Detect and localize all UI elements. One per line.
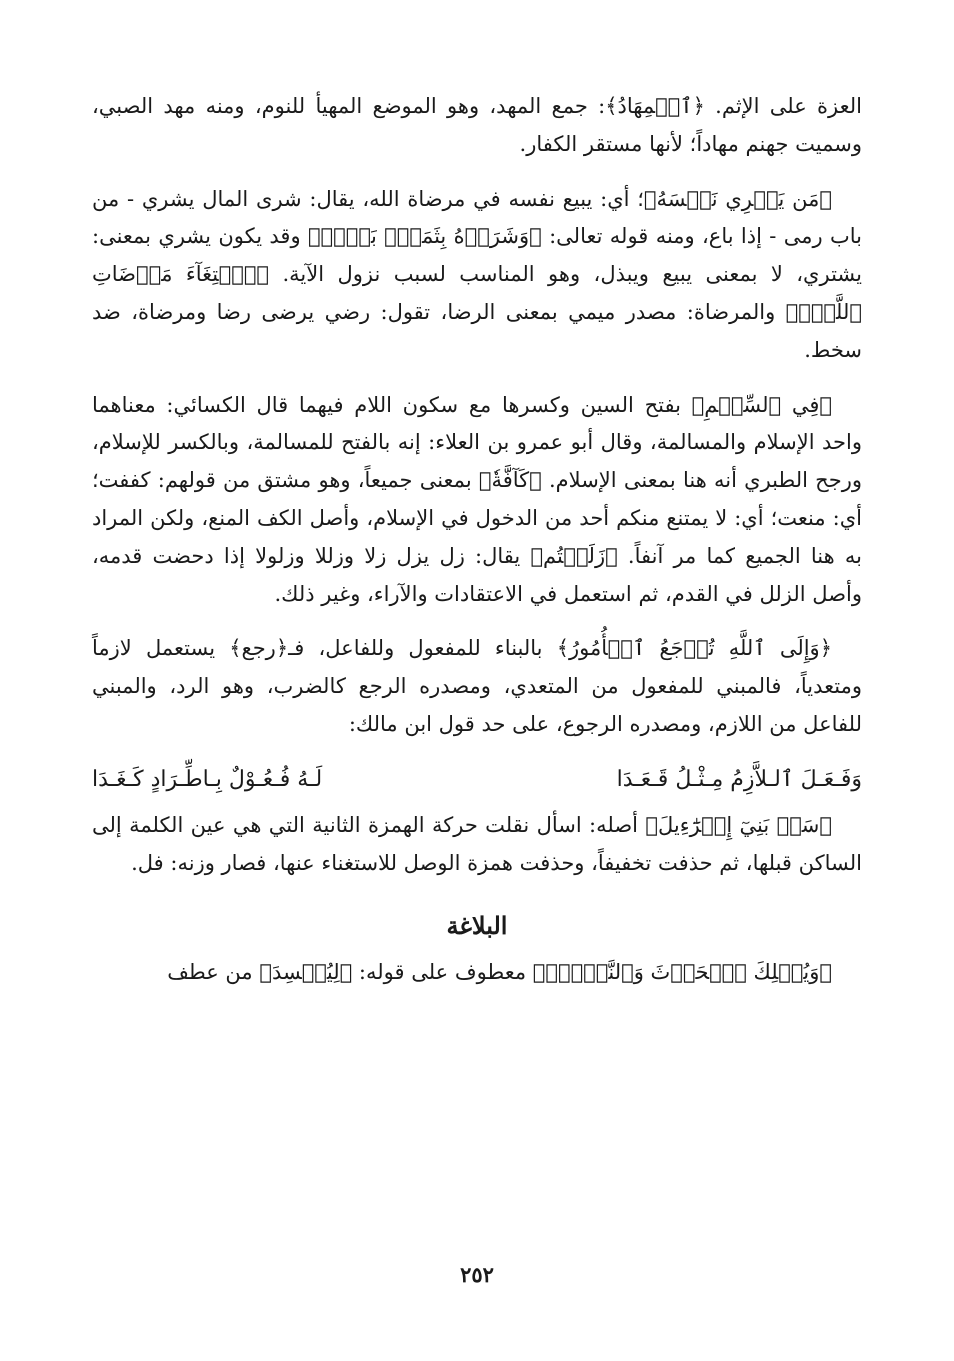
page-number: ٢٥٢ <box>460 1262 494 1287</box>
paragraph-balagha: ﴿وَيُهۡلِكَ ٱلۡحَرۡثَ وَٱلنَّسۡلَۚ﴾ معطوف على قوله: ﴿لِيُفۡسِدَ﴾ من عطف <box>167 960 832 985</box>
paragraph-turjau: ﴿وَإِلَى ٱللَّهِ تُرۡجَعُ ٱلۡأُمُورُ﴾ بالبناء للمفعول وللفاعل، فـ﴿رجع﴾ يستعمل لازماً ومتعدياً، فالمبني للمفعول من المتعدي، ومصدره الرجع كالضرب، وهو الرد، والمبني للفاعل من اللازم، ومصدره الرجوع، على حد قول ابن مالك: <box>92 636 862 736</box>
paragraph-mihad: العزة على الإثم. ﴿ٱلۡمِهَادُ﴾: جمع المهد، وهو الموضع المهيأ للنوم، ومنه مهد الصبي، وسميت جهنم مهاداً؛ لأنها مستقر الكفار. <box>92 94 862 156</box>
section-heading-balagha: البلاغة <box>446 911 508 941</box>
paragraph-silm: ﴿فِي ٱلسِّلۡمِ﴾ بفتح السين وكسرها مع سكون اللام فيهما قال الكسائي: معناهما واحد الإسلام والمسالمة، وقال أبو عمرو بن العلاء: إنه بالفتح للمسالمة، وبالكسر للإسلام، ورجح الطبري أنه هنا بمعنى الإسلام. ﴿كَآفَّةٗ﴾ بمعنى جميعاً، وهو مشتق من قولهم: كففت؛ أي: منعت؛ أي: لا يمتنع منكم أحد من الدخول في الإسلام، وأصل الكف المنع، ولكن المراد به هنا الجميع كما مر آنفاً. ﴿زَلَلۡتُم﴾ يقال: زل يزل زلا وزللا وزلولا إذا دحضت قدمه، وأصل الزلل في القدم، ثم استعمل في الاعتقادات والآراء، وغير ذلك. <box>92 392 862 606</box>
verse-first-hemistich: وَفَـعَـلَ ٱلـلاَّزِمُ مِـثْـلُ قَـعَـدَا <box>616 766 862 792</box>
page-body <box>92 88 862 1009</box>
paragraph-sal: ﴿سَلۡ بَنِيٓ إِسۡرَٰٓءِيلَ﴾ أصله: اسأل نقلت حركة الهمزة الثانية التي هي عين الكلمة إلى الساكن قبلها، ثم حذفت تخفيفاً، وحذفت همزة الوصل للاستغناء عنها، فصار وزنه: فل. <box>92 812 862 875</box>
poetry-verse <box>92 761 862 799</box>
verse-second-hemistich: لَـهُ فُـعُـوْلٌ بِـاطِّـرَادٍ كَـغَـدَا <box>92 766 323 792</box>
paragraph-yashri: ﴿مَن يَشۡرِي نَفۡسَهُ﴾؛ أي: يبيع نفسه في مرضاة الله، يقال: شرى المال يشري - من باب رمى - إذا باع، ومنه قوله تعالى: ﴿وَشَرَوۡهُ بِثَمَنِۢ بَخۡسٖ﴾ وقد يكون يشري بمعنى: يشتري، لا بمعنى يبيع ويبذل، وهو المناسب لسبب نزول الآية. ﴿ٱبۡتِغَآءَ مَرۡضَاتِ ٱللَّهِۚ﴾ والمرضاة: مصدر ميمي بمعنى الرضا، تقول: رضي يرضى رضا ومرضاة، ضد سخط. <box>92 186 862 362</box>
